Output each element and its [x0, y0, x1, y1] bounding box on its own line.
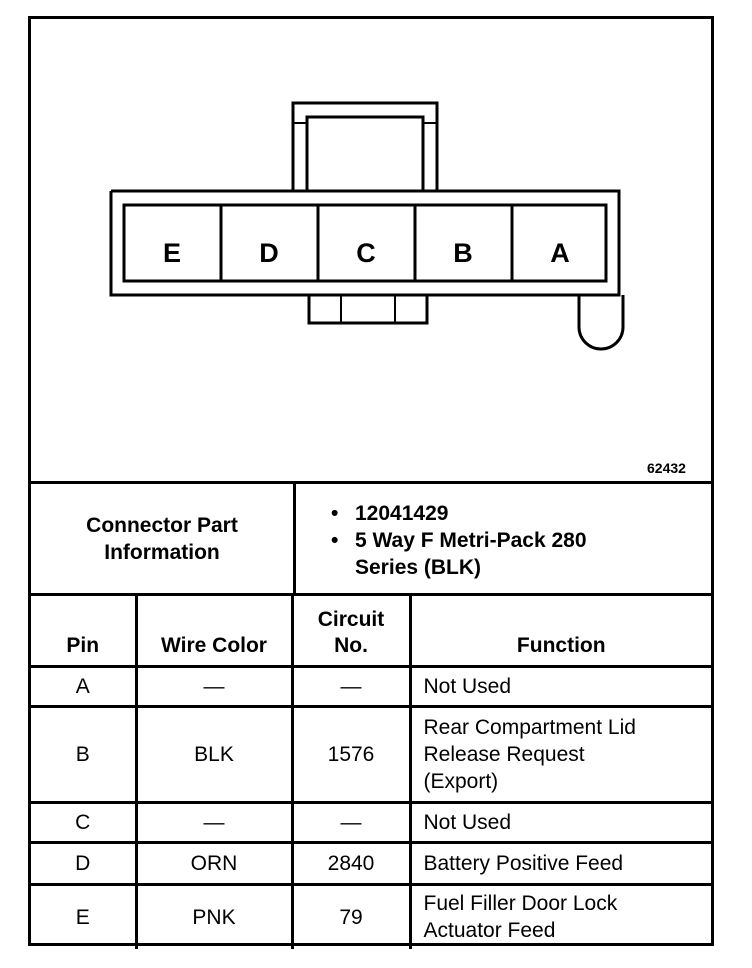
cell-wire-color: — [136, 803, 292, 843]
connector-body-outline [111, 191, 623, 349]
cell-wire-color: PNK [136, 885, 292, 949]
table-row [31, 667, 711, 707]
cell-wire-color: — [136, 667, 292, 707]
pinout-table [31, 593, 711, 949]
header-function: Function [410, 595, 711, 667]
table-row [31, 803, 711, 843]
cell-function: Fuel Filler Door Lock Actuator Feed [410, 885, 711, 949]
cell-circuit: 1576 [292, 707, 410, 803]
table-row [31, 707, 711, 803]
header-wire-color: Wire Color [136, 595, 292, 667]
part-info-list [331, 500, 587, 581]
cell-pin: A [31, 667, 136, 707]
cell-wire-color: BLK [136, 707, 292, 803]
cell-function: Rear Compartment Lid Release Request (Export) [410, 707, 711, 803]
cell-function: Not Used [410, 803, 711, 843]
part-info-section [31, 481, 711, 593]
cell-circuit: 2840 [292, 843, 410, 885]
cavity-label-e: E [162, 238, 181, 268]
part-info-bullet: • 5 Way F Metri-Pack 280 [331, 529, 587, 552]
table-row [31, 885, 711, 949]
table-row [31, 843, 711, 885]
table-header-row [31, 595, 711, 667]
cell-wire-color: ORN [136, 843, 292, 885]
header-pin: Pin [31, 595, 136, 667]
cell-function: Battery Positive Feed [410, 843, 711, 885]
part-info-bullet: • 12041429 [331, 502, 449, 525]
cavity-label-a: A [550, 238, 570, 268]
cell-pin: E [31, 885, 136, 949]
cell-pin: D [31, 843, 136, 885]
part-info-bullet-continued: Series (BLK) [355, 556, 482, 579]
connector-diagram-frame [28, 16, 714, 946]
cell-circuit: — [292, 803, 410, 843]
figure-number: 62432 [647, 460, 686, 476]
cell-circuit: 79 [292, 885, 410, 949]
bottom-latch [309, 295, 427, 323]
lock-tab-inner [307, 117, 423, 191]
header-circuit-no: Circuit No. [292, 595, 410, 667]
cell-function: Not Used [410, 667, 711, 707]
cell-pin: B [31, 707, 136, 803]
cavity-label-c: C [356, 238, 376, 268]
cell-pin: C [31, 803, 136, 843]
cavity-label-b: B [453, 238, 473, 268]
part-info-label: Connector Part Information [31, 484, 296, 593]
cavity-label-d: D [259, 238, 279, 268]
cell-circuit: — [292, 667, 410, 707]
connector-drawing [31, 19, 711, 481]
